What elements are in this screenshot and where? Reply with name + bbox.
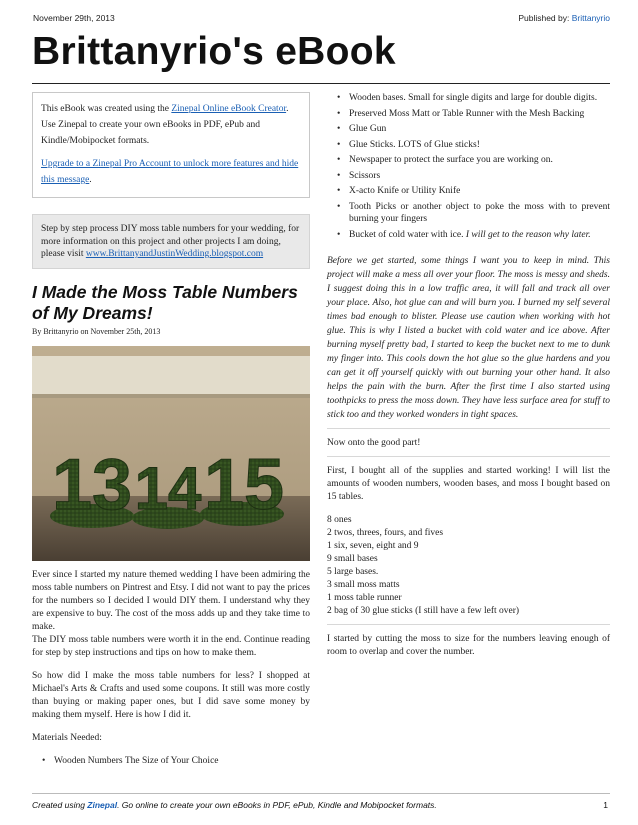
left-column	[32, 92, 310, 770]
divider	[327, 428, 610, 429]
zinepal-creator-link[interactable]: Zinepal Online eBook Creator	[171, 104, 287, 114]
list-item: 2 bag of 30 glue sticks (I still have a few left over)	[327, 606, 520, 616]
list-item: • Preserved Moss Matt or Table Runner with the Mesh Backing	[337, 108, 610, 121]
good-part-text: Now onto the good part!	[327, 438, 421, 448]
list-item: • X-acto Knife or Utility Knife	[337, 185, 610, 198]
materials-list-start	[32, 755, 310, 768]
footer-divider	[32, 793, 610, 794]
list-item: • Wooden Numbers The Size of Your Choice	[42, 755, 310, 768]
supplies-paragraph: First, I bought all of the supplies and started working! I will list the amounts of wooden numbers, wooden bases, and moss I bought based on 15 tables.	[327, 466, 610, 502]
safety-note-paragraph: Before we get started, some things I want you to keep in mind. This project will make a mess all over your floor. The moss is messy and sheds. I suggest doing this in a low traffic area, it will fall and track all over your place. Also, hot glue can and will burn you. I burned my self several times bad enough to blister. Please use caution when working with hot glue. This is why I listed a bucket with cold water and ice above. After burning myself pretty bad, I started to keep the bucket next to me to dunk my finger into. This cools down the hot glue so the glue hardens and you can get it off yourself quickly with out burning your other hand. It also helps the pain with the burn. After the first time I also started using toothpicks to press the moss down. They have less surface area for stuff to stick too and they worked wonders in tight spaces.	[327, 256, 610, 420]
intro-paragraph-2: The DIY moss table numbers were worth it in the end. Continue reading for step by step instructions and tips on how to make them.	[32, 634, 310, 658]
list-item: • Bucket of cold water with ice. I will get to the reason why later.	[337, 229, 610, 242]
ebook-title: Brittanyrio's eBook	[32, 30, 396, 73]
materials-list-continued	[327, 92, 610, 241]
footer-credit: Created using Zinepal. Go online to create your own eBooks in PDF, ePub, Kindle and Mobipocket formats.	[32, 800, 437, 810]
list-item: 8 ones	[327, 515, 352, 525]
intro-paragraph: Ever since I started my nature themed wedding I have been admiring the moss table numbers on Pintrest and Etsy. I did not want to pay the prices for the numbers so I decided I would DIY them. I understand why they are expensive to buy. The cost of the moss adds up and they take time to make.	[32, 569, 310, 632]
list-item: • Scissors	[337, 170, 610, 183]
page-number: 1	[603, 800, 608, 810]
upgrade-pro-link[interactable]: Upgrade to a Zinepal Pro Account to unlock more features and hide this message	[41, 159, 299, 185]
divider	[327, 456, 610, 457]
savings-paragraph: So how did I make the moss table numbers for less? I shopped at Michael's Arts & Crafts and used some coupons. It still was more costly than buying or making paper ones, but I did save some money by making them myself. Here is how I did it.	[32, 670, 310, 720]
amounts-list	[327, 514, 610, 618]
article-title: I Made the Moss Table Numbers of My Dreams!	[32, 281, 298, 323]
divider	[327, 624, 610, 625]
article-byline: By Brittanyrio on November 25th, 2013	[32, 326, 161, 336]
moss-number-14: 14	[134, 454, 202, 522]
materials-label: Materials Needed:	[32, 732, 102, 743]
moss-number-13: 13	[51, 444, 133, 525]
moss-numbers-illustration	[32, 346, 310, 561]
zinepal-promo-box	[32, 92, 310, 198]
cutting-paragraph: I started by cutting the moss to size for the numbers leaving enough of room to overlap and cover the number.	[327, 634, 610, 657]
list-item: • Wooden bases. Small for single digits and large for double digits.	[337, 92, 610, 105]
list-item: 3 small moss matts	[327, 580, 400, 590]
list-item: 5 large bases.	[327, 567, 379, 577]
published-prefix: Published by:	[518, 13, 572, 23]
intro-text	[32, 569, 310, 745]
list-item: 1 moss table runner	[327, 593, 402, 603]
list-item: • Glue Gun	[337, 123, 610, 136]
list-item: 1 six, seven, eight and 9	[327, 541, 419, 551]
blog-info-box	[32, 214, 310, 269]
list-item: • Newspaper to protect the surface you are working on.	[337, 154, 610, 167]
zinepal-footer-link[interactable]: Zinepal	[87, 800, 118, 810]
list-item: 9 small bases	[327, 554, 378, 564]
list-item: 2 twos, threes, fours, and fives	[327, 528, 444, 538]
header-date: November 29th, 2013	[33, 13, 115, 23]
header-published-by	[518, 13, 610, 23]
moss-numbers-photo	[32, 346, 310, 561]
publisher-link[interactable]: Brittanyrio	[571, 13, 610, 23]
promo-line-2: Upgrade to a Zinepal Pro Account to unlock more features and hide this message.	[41, 159, 299, 185]
title-divider	[32, 83, 610, 84]
blog-link[interactable]: www.BrittanyandJustinWedding.blogspot.com	[85, 249, 264, 259]
list-item: • Glue Sticks. LOTS of Glue sticks!	[337, 139, 610, 152]
promo-line-1: This eBook was created using the Zinepal Online eBook Creator. Use Zinepal to create your own eBooks in PDF, ePub and Kindle/Mobipocket formats.	[41, 104, 289, 146]
moss-number-15: 15	[203, 444, 285, 525]
list-item: • Tooth Picks or another object to poke the moss with to prevent burning your fingers	[337, 201, 610, 226]
blog-info-text: Step by step process DIY moss table numbers for your wedding, for more information on this project and other projects I am doing, please visit	[41, 224, 300, 259]
right-column	[327, 92, 610, 669]
